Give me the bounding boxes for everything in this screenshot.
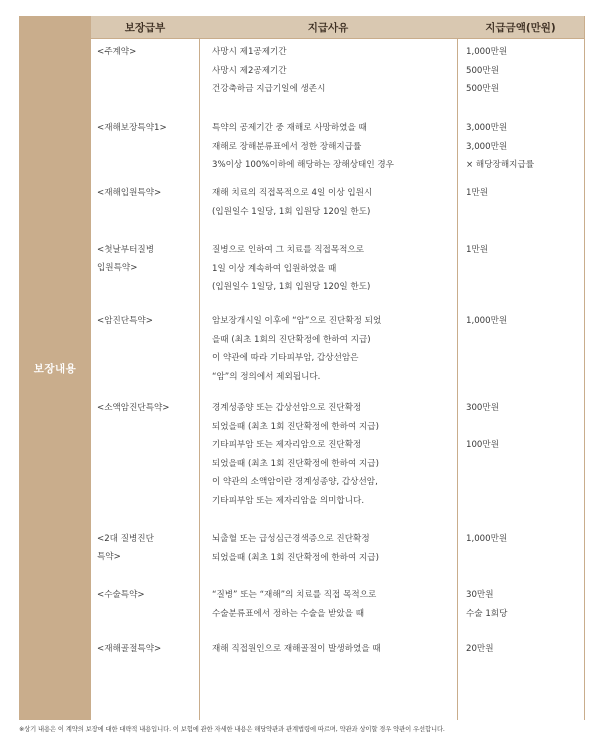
payment-reason: “질병” 또는 “재해”의 치료를 직접 목적으로 수술분류표에서 정하는 수술을 받았을 때 <box>199 582 457 636</box>
benefit-name: <수술특약> <box>97 590 145 600</box>
payment-amount: 1,000만원 500만원 500만원 <box>457 39 584 115</box>
benefit-name: <재해보장특약1> <box>97 123 167 133</box>
payment-reason: 경계성종양 또는 갑상선암으로 진단확정 되었을때 (최초 1회 진단확정에 한하여 지급) 기타피부암 또는 제자리암으로 진단확정 되었을때 (최초 1회 진단확정에 한하여 지급) 이 약관의 소액암이란 경계성종양, 갑상선암, 기타피부암 또는 제자리암을 의미합니다. <box>199 395 457 526</box>
footer-note: ※상기 내용은 이 계약의 보장에 대한 대략적 내용입니다. 이 보험에 관한 자세한 내용은 해당약관과 관계법령에 따르며, 약관과 상이할 경우 약관이 우선합니다. <box>19 726 445 733</box>
payment-amount: 20만원 <box>457 636 584 720</box>
table-body <box>91 38 584 720</box>
benefit-name: <주계약> <box>97 47 137 57</box>
payment-reason: 재해 직접원인으로 재해골절이 발생하였을 때 <box>199 636 457 720</box>
payment-reason: 사망시 제1공제기간 사망시 제2공제기간 건강축하금 지급기일에 생존시 <box>199 39 457 115</box>
table-header <box>91 16 584 38</box>
table-row <box>91 180 584 237</box>
table-row <box>91 395 584 526</box>
header-reason: 지급사유 <box>307 21 349 34</box>
benefit-name: <2대 질병진단 특약> <box>97 534 154 562</box>
header-benefit: 보장급부 <box>124 21 166 34</box>
benefit-name: <암진단특약> <box>97 316 153 326</box>
table-row <box>91 526 584 582</box>
payment-reason: 특약의 공제기간 중 재해로 사망하였을 때 재해로 장해분류표에서 정한 장해지급률 3%이상 100%이하에 해당하는 장해상태인 경우 <box>199 115 457 180</box>
table-row <box>91 115 584 180</box>
table-row <box>91 308 584 395</box>
benefit-name: <재해입원특약> <box>97 188 162 198</box>
table-row <box>91 237 584 308</box>
benefit-name: <첫날부터질병 입원특약> <box>97 245 155 273</box>
side-label-text: 보장내용 <box>33 362 77 375</box>
payment-reason: 뇌출혈 또는 급성심근경색증으로 진단확정 되었을때 (최초 1회 진단확정에 한하여 지급) <box>199 526 457 582</box>
table-row <box>91 582 584 636</box>
benefit-name: <소액암진단특약> <box>97 403 170 413</box>
coverage-side-label <box>19 16 91 720</box>
payment-amount: 1,000만원 <box>457 526 584 582</box>
payment-reason: 질병으로 인하여 그 치료를 직접목적으로 1일 이상 계속하여 입원하였을 때 (입원일수 1일당, 1회 입원당 120일 한도) <box>199 237 457 308</box>
table-row <box>91 636 584 720</box>
payment-amount: 1,000만원 <box>457 308 584 395</box>
payment-amount: 1만원 <box>457 180 584 237</box>
payment-amount: 30만원 수술 1회당 <box>457 582 584 636</box>
coverage-table <box>91 16 585 720</box>
payment-amount: 1만원 <box>457 237 584 308</box>
header-amount: 지급금액(만원) <box>485 21 556 34</box>
payment-amount: 300만원 100만원 <box>457 395 584 526</box>
payment-reason: 재해 치료의 직접목적으로 4일 이상 입원시 (입원일수 1일당, 1회 입원당 120일 한도) <box>199 180 457 237</box>
payment-reason: 암보장개시일 이후에 “암”으로 진단확정 되었 을때 (최초 1회의 진단확정에 한하여 지급) 이 약관에 따라 기타피부암, 갑상선암은 “암”의 정의에서 제외됩니다. <box>199 308 457 395</box>
benefit-name: <재해골절특약> <box>97 644 162 654</box>
table-row <box>91 39 584 115</box>
payment-amount: 3,000만원 3,000만원 × 해당장해지급률 <box>457 115 584 180</box>
